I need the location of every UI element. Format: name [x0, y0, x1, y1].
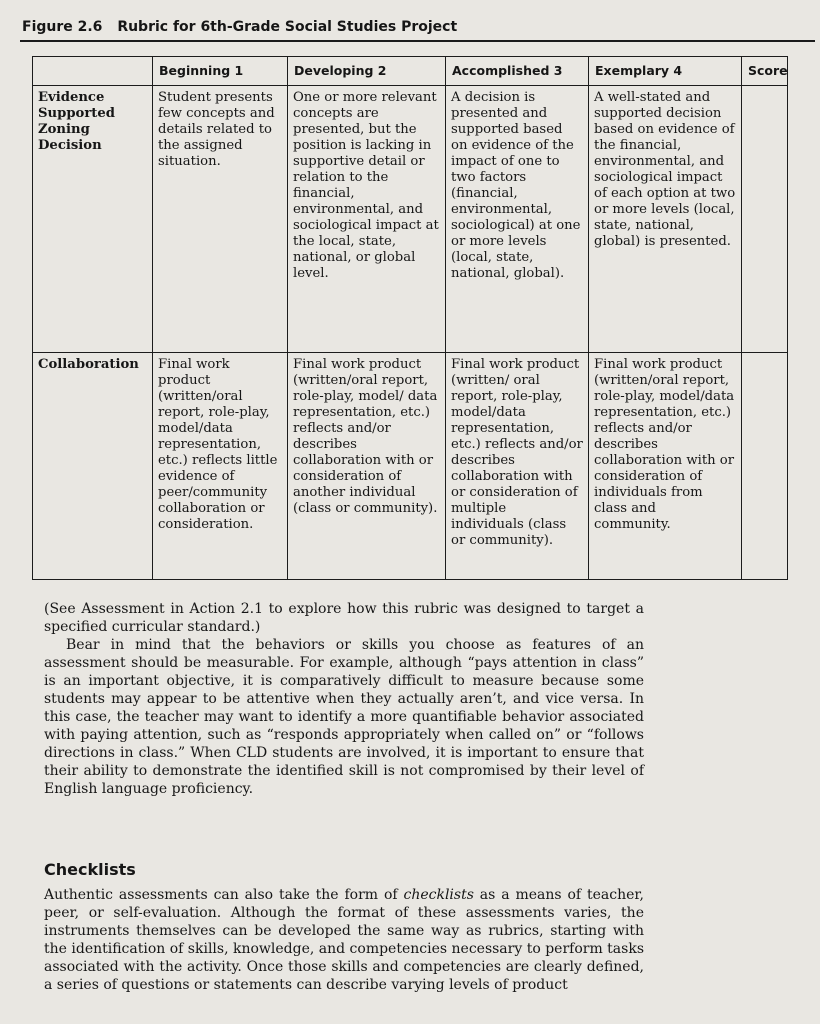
cell-evidence-accomplished: A decision is presented and supported based on evidence of the impact of one to two factors (financial, environmental, sociological) at one or more levels (local, state, national, global).	[446, 86, 589, 353]
cell-evidence-beginning: Student presents few concepts and details related to the assigned situation.	[153, 86, 288, 353]
checklists-emphasis: checklists	[403, 887, 474, 903]
paragraph-measurable: Bear in mind that the behaviors or skills you choose as features of an assessment should be measurable. For example, although “pays attention in class” is an important objective, it is comparatively difficult to measure because some students may appear to be attentive when they actually aren’t, and vice versa. In this case, the teacher may want to identify a more quantifiable behavior associated with paying attention, such as “responds appropriately when called on” or “follows directions in class.” When CLD students are involved, it is important to ensure that their ability to demonstrate the identified skill is not compromised by their level of English language proficiency.	[44, 637, 644, 797]
criterion-collaboration: Collaboration	[33, 353, 153, 580]
figure-title	[22, 16, 812, 38]
cell-collab-beginning: Final work product (written/oral report, role-play, model/data representation, etc.) reflects little evidence of peer/community collaboration or consideration.	[153, 353, 288, 580]
rubric-row-collaboration	[33, 353, 788, 580]
figure-number: Figure 2.6	[22, 19, 103, 35]
cell-collab-score	[742, 353, 788, 580]
checklists-text-start: Authentic assessments can also take the form of	[44, 887, 404, 903]
cell-evidence-score	[742, 86, 788, 353]
header-score: Score	[742, 57, 788, 86]
header-accomplished: Accomplished 3	[446, 57, 589, 86]
cell-collab-exemplary: Final work product (written/oral report, role-play, model/data representation, etc.) reflects and/or describes collaboration with or consideration of individuals from class and community.	[589, 353, 742, 580]
body-text	[44, 600, 644, 798]
header-blank	[33, 57, 153, 86]
paragraph-checklists	[44, 886, 644, 994]
header-beginning: Beginning 1	[153, 57, 288, 86]
rubric-table	[32, 56, 788, 580]
rubric-row-evidence	[33, 86, 788, 353]
cell-collab-accomplished: Final work product (written/ oral report, role-play, model/data representation, etc.) reflects and/or describes collaboration with or consideration of multiple individuals (class or community).	[446, 353, 589, 580]
checklists-text	[44, 886, 644, 994]
figure-caption: Rubric for 6th-Grade Social Studies Project	[117, 19, 458, 35]
header-exemplary: Exemplary 4	[589, 57, 742, 86]
title-rule	[20, 40, 815, 42]
criterion-evidence: Evidence Supported Zoning Decision	[33, 86, 153, 353]
rubric-header-row	[33, 57, 788, 86]
cell-evidence-exemplary: A well-stated and supported decision based on evidence of the financial, environmental, and sociological impact of each option at two or more levels (local, state, national, global) is presented.	[589, 86, 742, 353]
cell-collab-developing: Final work product (written/oral report, role-play, model/ data representation, etc.) reflects and/or describes collaboration with or consideration of another individual (class or community).	[288, 353, 446, 580]
paragraph-see-assessment: (See Assessment in Action 2.1 to explore how this rubric was designed to target a specified curricular standard.)	[44, 601, 644, 635]
checklists-text-end: as a means of teacher, peer, or self-evaluation. Although the format of these assessments varies, the instruments themselves can be developed the same way as rubrics, starting with the identification of skills, knowledge, and competencies necessary to perform tasks associated with the activity. Once those skills and competencies are clearly defined, a series of questions or statements can describe varying levels of product	[44, 887, 645, 993]
cell-evidence-developing: One or more relevant concepts are presented, but the position is lacking in supportive detail or relation to the financial, environmental, and sociological impact at the local, state, national, or global level.	[288, 86, 446, 353]
header-developing: Developing 2	[288, 57, 446, 86]
checklists-heading: Checklists	[44, 860, 136, 879]
